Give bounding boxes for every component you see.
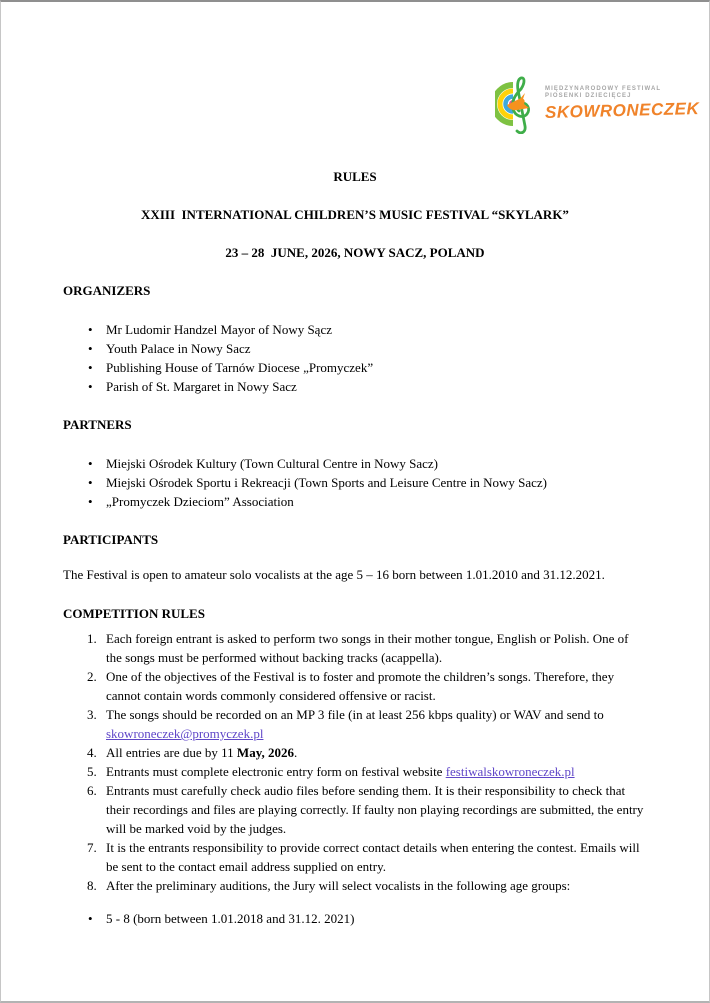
rule-item (63, 762, 647, 781)
rule-text: The songs should be recorded on an MP 3 file (in at least 256 kbps quality) or WAV and send to (106, 707, 604, 722)
logo-tagline-line2: PIOSENKI DZIECIĘCEJ (545, 93, 632, 99)
list-item: • Miejski Ośrodek Sportu i Rekreacji (Town Sports and Leisure Centre in Nowy Sacz) (63, 473, 647, 492)
participants-heading: PARTICIPANTS (63, 532, 159, 547)
list-item: • Parish of St. Margaret in Nowy Sacz (63, 377, 647, 396)
list-item: • Mr Ludomir Handzel Mayor of Nowy Sącz (63, 320, 647, 339)
document-content (1, 2, 709, 928)
rule-item: Entrants must carefully check audio files before sending them. It is their responsibility to check that their recordings and files are playing correctly. If faulty non playing recordings are submitted, the entry will be marked void by the judges. (106, 783, 644, 836)
rule-item: Each foreign entrant is asked to perform two songs in their mother tongue, English or Polish. One of the songs must be performed without backing tracks (acappella). (106, 631, 629, 665)
rule-text: All entries are due by 11 (106, 745, 237, 760)
logo-tagline-line1: MIĘDZYNARODOWY FESTIWAL (545, 86, 662, 92)
treble-clef-logo-icon (495, 74, 543, 134)
list-item: • Miejski Ośrodek Kultury (Town Cultural Centre in Nowy Sacz) (63, 454, 647, 473)
partners-list (63, 454, 647, 511)
rule-item: It is the entrants responsibility to provide correct contact details when entering the contest. Emails will be sent to the contact email address supplied on entry. (106, 840, 640, 874)
rule-text: Entrants must complete electronic entry form on festival website (106, 764, 446, 779)
rule-item (63, 705, 647, 743)
competition-rules-list (63, 629, 647, 895)
logo-brand-name: SKOWRONECZEK (544, 98, 700, 123)
festival-title: XXIII INTERNATIONAL CHILDREN’S MUSIC FESTIVAL “SKYLARK” (141, 207, 569, 222)
rule-item: One of the objectives of the Festival is to foster and promote the children’s songs. Therefore, they cannot contain words commonly considered offensive or racist. (106, 669, 615, 703)
partners-heading: PARTNERS (63, 417, 132, 432)
website-link[interactable]: festiwalskowroneczek.pl (445, 764, 575, 779)
rule-text: . (293, 745, 298, 760)
list-item: • „Promyczek Dzieciom” Association (63, 492, 647, 511)
rule-item (63, 743, 647, 762)
festival-logo (495, 74, 700, 134)
festival-date-location: 23 – 28 JUNE, 2026, NOWY SACZ, POLAND (225, 245, 485, 260)
list-item: • Youth Palace in Nowy Sacz (63, 339, 647, 358)
list-item: • Publishing House of Tarnów Diocese „Promyczek” (63, 358, 647, 377)
organizers-list (63, 320, 647, 396)
age-groups-list (63, 909, 647, 928)
competition-rules-heading: COMPETITION RULES (63, 606, 205, 621)
deadline-date: May, 2026 (236, 745, 294, 760)
rules-heading: RULES (333, 169, 377, 184)
rule-item: After the preliminary auditions, the Jury will select vocalists in the following age groups: (106, 878, 571, 893)
organizers-heading: ORGANIZERS (63, 283, 151, 298)
logo-text-block (545, 86, 699, 122)
participants-text: The Festival is open to amateur solo vocalists at the age 5 – 16 born between 1.01.2010 and 31.12.2021. (63, 567, 605, 582)
age-group-item: • 5 - 8 (born between 1.01.2018 and 31.12. 2021) (63, 909, 647, 928)
email-link[interactable]: skowroneczek@promyczek.pl (106, 726, 264, 741)
